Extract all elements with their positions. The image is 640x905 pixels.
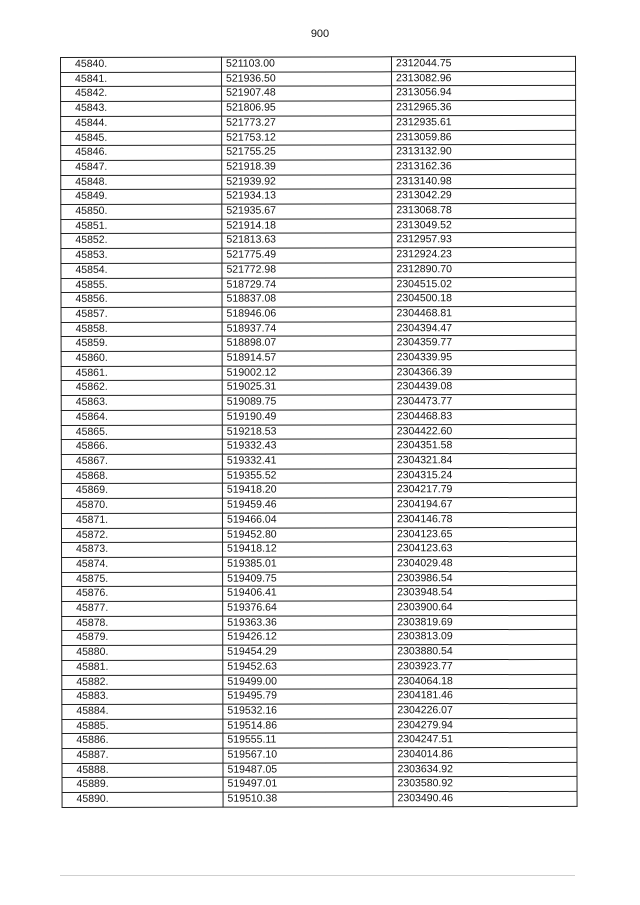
point-number-cell: 45844. [61, 116, 222, 131]
x-coordinate-cell: 521936.50 [222, 72, 392, 87]
x-coordinate-cell: 519376.64 [223, 601, 393, 616]
point-number-cell: 45887. [62, 748, 223, 763]
y-coordinate-cell: 2304321.84 [392, 453, 576, 468]
x-coordinate-cell: 519406.41 [223, 586, 393, 601]
point-number-cell: 45882. [62, 675, 223, 690]
point-number-cell: 45848. [61, 175, 222, 190]
table-row [61, 203, 576, 219]
x-coordinate-cell: 521935.67 [222, 204, 392, 219]
table-row [62, 747, 577, 763]
table-row [61, 115, 576, 131]
point-number-cell: 45870. [61, 498, 222, 513]
y-coordinate-cell: 2303813.09 [393, 630, 577, 645]
point-number-cell: 45876. [62, 586, 223, 601]
point-number-cell: 45886. [62, 734, 223, 749]
table-row [62, 630, 577, 646]
point-number-cell: 45879. [62, 631, 223, 646]
point-number-cell: 45885. [62, 719, 223, 734]
y-coordinate-cell: 2312890.70 [392, 262, 576, 277]
x-coordinate-cell: 519466.04 [222, 513, 392, 528]
y-coordinate-cell: 2304315.24 [392, 468, 576, 483]
x-coordinate-cell: 519363.36 [223, 616, 393, 631]
table-row [61, 498, 576, 514]
x-coordinate-cell: 521753.12 [222, 130, 392, 145]
x-coordinate-cell: 519355.52 [222, 468, 392, 483]
table-row [61, 277, 576, 293]
y-coordinate-cell: 2312957.93 [392, 233, 576, 248]
y-coordinate-cell: 2312924.23 [392, 248, 576, 263]
x-coordinate-cell: 518837.08 [222, 292, 392, 307]
y-coordinate-cell: 2313049.52 [392, 218, 576, 233]
point-number-cell: 45859. [61, 337, 222, 352]
x-coordinate-cell: 519332.41 [222, 454, 392, 469]
point-number-cell: 45877. [62, 601, 223, 616]
x-coordinate-cell: 521914.18 [222, 219, 392, 234]
x-coordinate-cell: 519002.12 [222, 366, 392, 381]
point-number-cell: 45874. [62, 557, 223, 572]
y-coordinate-cell: 2303880.54 [393, 645, 577, 660]
point-number-cell: 45841. [61, 72, 222, 87]
y-coordinate-cell: 2313162.36 [392, 159, 576, 174]
table-row [61, 130, 576, 146]
point-number-cell: 45861. [61, 366, 222, 381]
table-row [61, 71, 576, 87]
y-coordinate-cell: 2304366.39 [392, 365, 576, 380]
coordinates-table-body [61, 56, 578, 807]
point-number-cell: 45856. [61, 292, 222, 307]
y-coordinate-cell: 2304123.65 [392, 527, 576, 542]
point-number-cell: 45840. [61, 57, 222, 72]
table-row [61, 292, 576, 308]
table-row [61, 453, 576, 469]
table-row [61, 424, 576, 440]
x-coordinate-cell: 519385.01 [223, 557, 393, 572]
y-coordinate-cell: 2304500.18 [392, 292, 576, 307]
footer-rule [60, 875, 575, 876]
x-coordinate-cell: 519555.11 [223, 733, 393, 748]
table-row [61, 233, 576, 249]
point-number-cell: 45867. [61, 454, 222, 469]
point-number-cell: 45853. [61, 248, 222, 263]
x-coordinate-cell: 521907.48 [222, 86, 392, 101]
coordinates-table [60, 56, 578, 808]
y-coordinate-cell: 2303819.69 [393, 615, 577, 630]
x-coordinate-cell: 519459.46 [222, 498, 392, 513]
y-coordinate-cell: 2313068.78 [392, 203, 576, 218]
x-coordinate-cell: 521755.25 [222, 145, 392, 160]
table-row [62, 733, 577, 749]
x-coordinate-cell: 519510.38 [223, 792, 393, 807]
y-coordinate-cell: 2304473.77 [392, 395, 576, 410]
point-number-cell: 45880. [62, 645, 223, 660]
table-row [62, 777, 577, 793]
y-coordinate-cell: 2312935.61 [392, 115, 576, 130]
x-coordinate-cell: 521772.98 [222, 263, 392, 278]
y-coordinate-cell: 2304247.51 [393, 733, 577, 748]
y-coordinate-cell: 2313042.29 [392, 189, 576, 204]
y-coordinate-cell: 2313082.96 [392, 71, 576, 86]
table-row [61, 350, 576, 366]
y-coordinate-cell: 2313132.90 [392, 145, 576, 160]
table-row [61, 380, 576, 396]
point-number-cell: 45862. [61, 381, 222, 396]
point-number-cell: 45868. [61, 469, 222, 484]
y-coordinate-cell: 2304014.86 [393, 747, 577, 762]
point-number-cell: 45857. [61, 307, 222, 322]
table-row [61, 483, 576, 499]
y-coordinate-cell: 2304359.77 [392, 336, 576, 351]
x-coordinate-cell: 518946.06 [222, 307, 392, 322]
y-coordinate-cell: 2312044.75 [392, 56, 576, 71]
y-coordinate-cell: 2304123.63 [393, 542, 577, 557]
y-coordinate-cell: 2303900.64 [393, 600, 577, 615]
table-row [62, 718, 577, 734]
point-number-cell: 45842. [61, 87, 222, 102]
y-coordinate-cell: 2304226.07 [393, 703, 577, 718]
x-coordinate-cell: 521773.27 [222, 116, 392, 131]
y-coordinate-cell: 2313056.94 [392, 86, 576, 101]
table-row [62, 689, 577, 705]
y-coordinate-cell: 2304029.48 [393, 556, 577, 571]
point-number-cell: 45849. [61, 189, 222, 204]
table-row [62, 586, 577, 602]
table-row [61, 512, 576, 528]
y-coordinate-cell: 2304064.18 [393, 674, 577, 689]
y-coordinate-cell: 2312965.36 [392, 101, 576, 116]
y-coordinate-cell: 2304422.60 [392, 424, 576, 439]
table-row [61, 306, 576, 322]
point-number-cell: 45854. [61, 263, 222, 278]
y-coordinate-cell: 2303490.46 [393, 792, 577, 807]
y-coordinate-cell: 2304217.79 [392, 483, 576, 498]
x-coordinate-cell: 519409.75 [223, 571, 393, 586]
point-number-cell: 45871. [61, 513, 222, 528]
table-row [61, 56, 576, 72]
point-number-cell: 45875. [62, 572, 223, 587]
table-row [62, 571, 577, 587]
table-row [62, 703, 577, 719]
point-number-cell: 45881. [62, 660, 223, 675]
y-coordinate-cell: 2304351.58 [392, 439, 576, 454]
x-coordinate-cell: 519190.49 [222, 410, 392, 425]
point-number-cell: 45888. [62, 763, 223, 778]
x-coordinate-cell: 518914.57 [222, 351, 392, 366]
point-number-cell: 45846. [61, 145, 222, 160]
table-row [62, 615, 577, 631]
table-row [61, 159, 576, 175]
y-coordinate-cell: 2304194.67 [392, 498, 576, 513]
x-coordinate-cell: 519499.00 [223, 674, 393, 689]
y-coordinate-cell: 2304339.95 [392, 350, 576, 365]
table-row [61, 86, 576, 102]
y-coordinate-cell: 2303948.54 [393, 586, 577, 601]
point-number-cell: 45855. [61, 278, 222, 293]
x-coordinate-cell: 519454.29 [223, 645, 393, 660]
table-row [62, 792, 577, 808]
y-coordinate-cell: 2304468.83 [392, 409, 576, 424]
y-coordinate-cell: 2304439.08 [392, 380, 576, 395]
page-number: 900 [310, 28, 330, 40]
point-number-cell: 45866. [61, 439, 222, 454]
table-row [62, 674, 577, 690]
y-coordinate-cell: 2304146.78 [392, 512, 576, 527]
table-row [61, 321, 576, 337]
x-coordinate-cell: 521103.00 [222, 57, 392, 72]
x-coordinate-cell: 519418.20 [222, 483, 392, 498]
x-coordinate-cell: 521806.95 [222, 101, 392, 116]
y-coordinate-cell: 2313140.98 [392, 174, 576, 189]
point-number-cell: 45863. [61, 395, 222, 410]
table-row [62, 645, 577, 661]
point-number-cell: 45858. [61, 322, 222, 337]
point-number-cell: 45850. [61, 204, 222, 219]
point-number-cell: 45852. [61, 234, 222, 249]
y-coordinate-cell: 2303923.77 [393, 659, 577, 674]
table-row [62, 762, 577, 778]
point-number-cell: 45860. [61, 351, 222, 366]
table-row [61, 218, 576, 234]
point-number-cell: 45883. [62, 689, 223, 704]
table-row [61, 468, 576, 484]
x-coordinate-cell: 521813.63 [222, 233, 392, 248]
table-row [62, 659, 577, 675]
table-row [61, 336, 576, 352]
point-number-cell: 45864. [61, 410, 222, 425]
table-row [61, 189, 576, 205]
x-coordinate-cell: 519332.43 [222, 439, 392, 454]
table-row [61, 439, 576, 455]
table-row [61, 527, 576, 543]
table-row [62, 600, 577, 616]
x-coordinate-cell: 519218.53 [222, 424, 392, 439]
x-coordinate-cell: 519452.63 [223, 660, 393, 675]
point-number-cell: 45865. [61, 425, 222, 440]
x-coordinate-cell: 521918.39 [222, 160, 392, 175]
point-number-cell: 45869. [61, 484, 222, 499]
y-coordinate-cell: 2304279.94 [393, 718, 577, 733]
y-coordinate-cell: 2304468.81 [392, 306, 576, 321]
point-number-cell: 45843. [61, 101, 222, 116]
x-coordinate-cell: 519089.75 [222, 395, 392, 410]
point-number-cell: 45889. [62, 778, 223, 793]
table-row [62, 542, 577, 558]
table-row [62, 556, 577, 572]
x-coordinate-cell: 519418.12 [223, 542, 393, 557]
table-row [61, 365, 576, 381]
y-coordinate-cell: 2303580.92 [393, 777, 577, 792]
table-row [61, 174, 576, 190]
x-coordinate-cell: 519025.31 [222, 380, 392, 395]
x-coordinate-cell: 519495.79 [223, 689, 393, 704]
point-number-cell: 45890. [62, 792, 223, 807]
x-coordinate-cell: 519532.16 [223, 704, 393, 719]
table-row [61, 101, 576, 117]
table-row [61, 145, 576, 161]
x-coordinate-cell: 518729.74 [222, 277, 392, 292]
x-coordinate-cell: 518937.74 [222, 321, 392, 336]
x-coordinate-cell: 518898.07 [222, 336, 392, 351]
y-coordinate-cell: 2304181.46 [393, 689, 577, 704]
point-number-cell: 45845. [61, 131, 222, 146]
y-coordinate-cell: 2303986.54 [393, 571, 577, 586]
table-row [61, 248, 576, 264]
table-row [61, 409, 576, 425]
x-coordinate-cell: 521939.92 [222, 174, 392, 189]
x-coordinate-cell: 519567.10 [223, 748, 393, 763]
x-coordinate-cell: 521934.13 [222, 189, 392, 204]
point-number-cell: 45851. [61, 219, 222, 234]
x-coordinate-cell: 519452.80 [222, 527, 392, 542]
point-number-cell: 45873. [62, 542, 223, 557]
x-coordinate-cell: 519497.01 [223, 777, 393, 792]
point-number-cell: 45872. [61, 528, 222, 543]
x-coordinate-cell: 519514.86 [223, 718, 393, 733]
x-coordinate-cell: 521775.49 [222, 248, 392, 263]
point-number-cell: 45878. [62, 616, 223, 631]
y-coordinate-cell: 2304394.47 [392, 321, 576, 336]
x-coordinate-cell: 519426.12 [223, 630, 393, 645]
y-coordinate-cell: 2304515.02 [392, 277, 576, 292]
table-row [61, 395, 576, 411]
point-number-cell: 45884. [62, 704, 223, 719]
x-coordinate-cell: 519487.05 [223, 763, 393, 778]
table-row [61, 262, 576, 278]
y-coordinate-cell: 2313059.86 [392, 130, 576, 145]
point-number-cell: 45847. [61, 160, 222, 175]
y-coordinate-cell: 2303634.92 [393, 762, 577, 777]
